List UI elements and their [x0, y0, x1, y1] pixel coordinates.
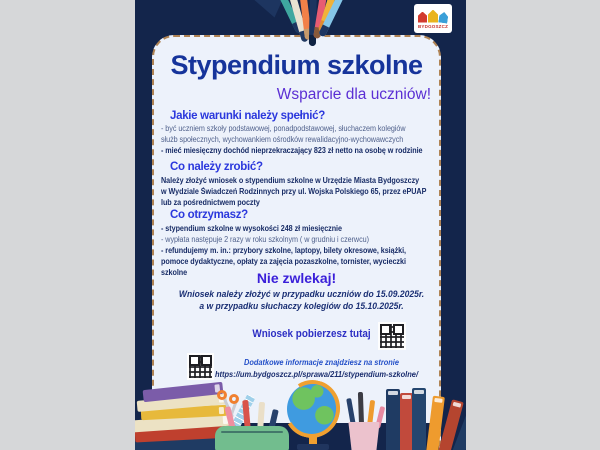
logo-city-name: BYDGOSZCZ [417, 23, 449, 29]
pen-cup-icon [347, 422, 381, 450]
conditions-line: służb społecznych, wychowankiem ośrodków rewalidacyjno-wychowawczych [161, 135, 404, 144]
benefits-schedule-line: - wypłata następuje 2 razy w roku szkolnym ( w grudniu i czerwcu) [161, 235, 369, 244]
book-icon [412, 388, 426, 450]
benefits-refund-line: - refundujemy m. in.: przybory szkolne, laptopy, bilety okresowe, książki, [161, 246, 407, 255]
benefits-heading: Co otrzymasz? [170, 209, 248, 221]
poster-subtitle: Wsparcie dla uczniów! [276, 86, 431, 103]
todo-line: w Wydziale Świadczeń Rodzinnych przy ul. Wojska Polskiego 65, przez ePUAP [161, 187, 427, 196]
more-info-label: Dodatkowe informacje znajdziesz na stronie [244, 357, 399, 367]
book-icon [386, 389, 400, 450]
todo-line: lub za pośrednictwem poczty [161, 198, 260, 207]
benefits-refund-line: szkolne [161, 268, 188, 277]
scholarship-poster [135, 0, 466, 450]
school-supplies-illustration [135, 372, 466, 450]
poster-title: Stypendium szkolne [170, 50, 423, 80]
globe-icon [283, 378, 345, 450]
brush-icon [358, 392, 364, 424]
benefits-amount-line: - stypendium szkolne w wysokości 248 zł miesięcznie [161, 224, 342, 233]
paintbrushes-illustration [238, 0, 373, 60]
todo-heading: Co należy zrobić? [170, 161, 263, 173]
blue-house-icon [438, 11, 448, 23]
pencil-case-icon [215, 426, 289, 450]
conditions-income-line: - mieć miesięczny dochód nieprzekraczający 823 zł netto na osobę w rodzinie [161, 146, 423, 155]
bydgoszcz-city-logo [414, 4, 452, 33]
urgency-heading: Nie zwlekaj! [256, 270, 337, 286]
more-info-url: https://um.bydgoszcz.pl/sprawa/211/stypendium-szkolne/ [214, 369, 419, 379]
red-house-icon [418, 12, 427, 23]
download-form-label: Wniosek pobierzesz tutaj [252, 328, 371, 340]
conditions-heading: Jakie warunki należy spełnić? [170, 110, 325, 122]
deadline-colleges: a w przypadku słuchaczy kolegiów do 15.10.2025r. [199, 301, 404, 312]
deadline-students: Wniosek należy złożyć w przypadku uczniów do 15.09.2025r. [178, 289, 425, 300]
granary-houses-icon [418, 9, 448, 23]
qr-code-download-form [378, 322, 406, 350]
conditions-line: - być uczniem szkoły podstawowej, ponadpodstawowej, słuchaczem kolegiów [161, 124, 406, 133]
todo-line: Należy złożyć wniosek o stypendium szkolne w Urzędzie Miasta Bydgoszczy [161, 176, 420, 185]
benefits-refund-line: pomoce dydaktyczne, opłaty za zajęcia pozaszkolne, tornister, wycieczki [161, 257, 406, 266]
yellow-house-icon [428, 10, 438, 23]
